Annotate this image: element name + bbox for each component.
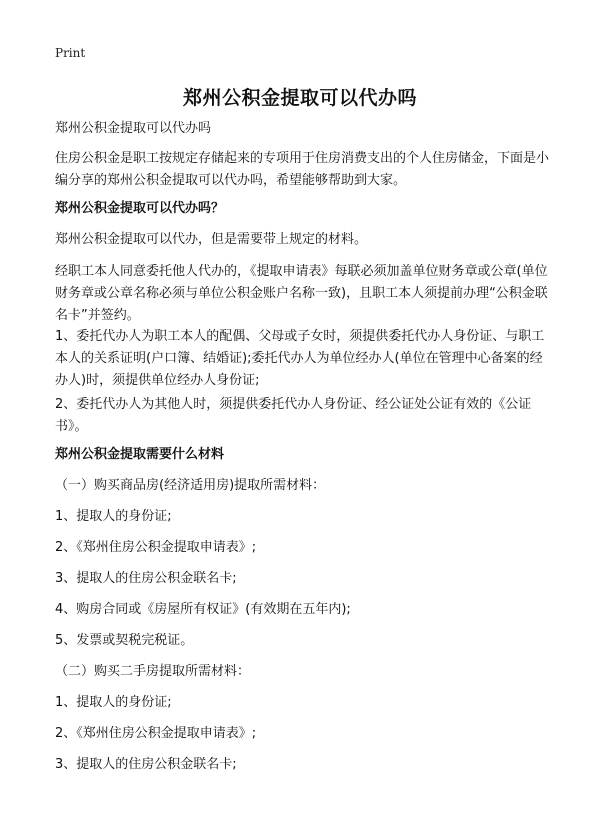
group1-label: （一）购买商品房(经济适用房)提取所需材料： (55, 478, 326, 493)
list-item: 1、提取人的身份证; (55, 695, 172, 710)
section1-paragraph-1: 郑州公积金提取可以代办，但是需要带上规定的材料。 (55, 232, 368, 247)
list-item: 1、提取人的身份证; (55, 509, 172, 524)
print-label: Print (55, 46, 86, 60)
list-item: 3、提取人的住房公积金联名卡; (55, 757, 237, 772)
list-item: 4、购房合同或《房屋所有权证》(有效期在五年内); (55, 602, 351, 617)
section1-paragraph-2: 经职工本人同意委托他人代办的，《提取申请表》每联必须加盖单位财务章或公章(单位财务章或公章名称必须与单位公积金账户名称一致)，且职工本人须提前办理“公积金联名卡”并签约。 (55, 264, 548, 323)
list-item: 2、《郑州住房公积金提取申请表》; (55, 726, 257, 741)
section1-paragraph-3: 1、委托代办人为职工本人的配偶、父母或子女时，须提供委托代办人身份证、与职工本人的关系证明(户口簿、结婚证);委托代办人为单位经办人(单位在管理中心备案的经办人)时，须提供单位经办人身份证; (55, 329, 545, 388)
section1-heading: 郑州公积金提取可以代办吗？ (55, 201, 225, 216)
group2-label: （二）购买二手房提取所需材料： (55, 664, 251, 679)
section1-paragraph-4: 2、委托代办人为其他人时，须提供委托代办人身份证、经公证处公证有效的《公证书》。 (55, 397, 532, 434)
page-title: 郑州公积金提取可以代办吗 (182, 87, 417, 109)
article-subtitle: 郑州公积金提取可以代办吗 (55, 121, 212, 136)
list-item: 5、发票或契税完税证。 (55, 633, 194, 648)
list-item: 2、《郑州住房公积金提取申请表》; (55, 540, 257, 555)
section2-heading: 郑州公积金提取需要什么材料 (55, 447, 225, 462)
intro-paragraph: 住房公积金是职工按规定存储起来的专项用于住房消费支出的个人住房储金，下面是小编分享的郑州公积金提取可以代办吗，希望能够帮助到大家。 (55, 151, 550, 188)
list-item: 3、提取人的住房公积金联名卡; (55, 571, 237, 586)
